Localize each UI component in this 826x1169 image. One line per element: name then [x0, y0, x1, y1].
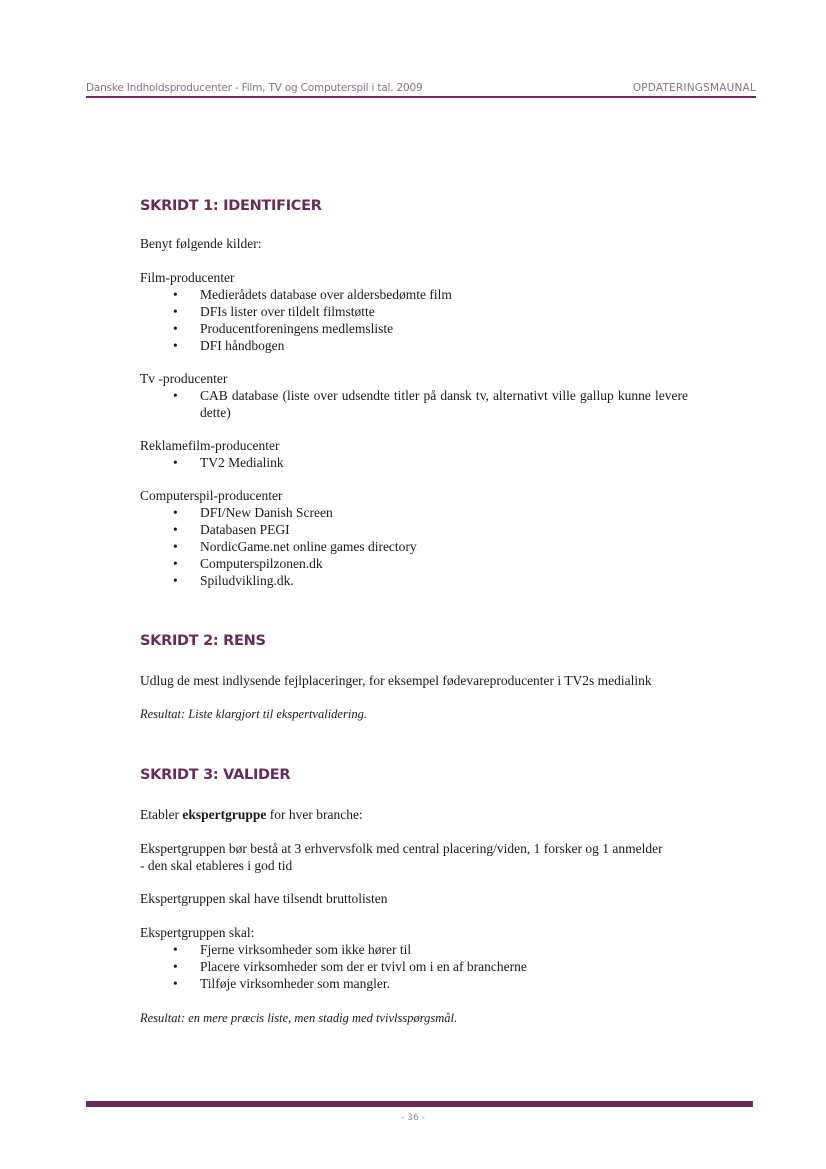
step3-paragraph-2-line-2: - den skal etableres i god tid: [140, 858, 293, 873]
step1-heading: SKRIDT 1: IDENTIFICER: [140, 198, 322, 214]
list-item: • TV2 Medialink: [173, 454, 284, 471]
list-item: • Fjerne virksomheder som ikke hører til: [173, 941, 527, 958]
list-item: • CAB database (liste over udsendte titler på dansk tv, alternativt ville gallup kunne levere dette): [173, 387, 688, 421]
header-section-label: OPDATERINGSMAUNAL: [632, 82, 756, 94]
step2-result: Resultat: Liste klargjort til ekspertvalidering.: [140, 707, 367, 721]
expert-tasks-list: [173, 941, 527, 992]
group-title-games: Computerspil-producenter: [140, 488, 283, 503]
commercial-sources-list: [173, 454, 284, 471]
list-item: • Tilføje virksomheder som mangler.: [173, 975, 527, 992]
group-title-tv: Tv -producenter: [140, 371, 228, 386]
group-title-commercial: Reklamefilm-producenter: [140, 438, 280, 453]
step3-heading: SKRIDT 3: VALIDER: [140, 767, 291, 783]
step2-heading: SKRIDT 2: RENS: [140, 633, 266, 649]
page-number: - 36 -: [401, 1113, 425, 1123]
step3-p1-after: for hver branche:: [266, 807, 363, 822]
film-sources-list: [173, 286, 452, 354]
step3-p1-before: Etabler: [140, 807, 183, 822]
step1-intro: Benyt følgende kilder:: [140, 236, 262, 251]
list-item: • Producentforeningens medlemsliste: [173, 320, 452, 337]
tv-sources-list: [173, 387, 688, 421]
step3-paragraph-4: Ekspertgruppen skal:: [140, 925, 255, 940]
list-item: • Databasen PEGI: [173, 521, 417, 538]
step3-paragraph-3: Ekspertgruppen skal have tilsendt bruttolisten: [140, 891, 388, 906]
games-sources-list: [173, 504, 417, 589]
step2-text: Udlug de mest indlysende fejlplaceringer, for eksempel fødevareproducenter i TV2s medialink: [140, 673, 652, 688]
list-item: • Placere virksomheder som der er tvivl om i en af brancherne: [173, 958, 527, 975]
list-item: • NordicGame.net online games directory: [173, 538, 417, 555]
step3-result: Resultat: en mere præcis liste, men stadig med tvivlsspørgsmål.: [140, 1011, 458, 1025]
step3-paragraph-2-line-1: Ekspertgruppen bør bestå at 3 erhvervsfolk med central placering/viden, 1 forsker og 1 anmelder: [140, 841, 663, 856]
list-item: • Computerspilzonen.dk: [173, 555, 417, 572]
list-item: • DFI/New Danish Screen: [173, 504, 417, 521]
footer-divider: [86, 1101, 753, 1107]
header-divider: [86, 96, 756, 98]
group-title-film: Film-producenter: [140, 270, 235, 285]
step3-paragraph-1: [140, 806, 363, 823]
header-title: Danske Indholdsproducenter - Film, TV og Computerspil i tal. 2009: [86, 82, 423, 94]
list-item: • Spiludvikling.dk.: [173, 572, 417, 589]
step3-p1-bold: ekspertgruppe: [182, 807, 267, 822]
list-item: • DFI håndbogen: [173, 337, 452, 354]
list-item: • DFIs lister over tildelt filmstøtte: [173, 303, 452, 320]
list-item: • Medierådets database over aldersbedømte film: [173, 286, 452, 303]
